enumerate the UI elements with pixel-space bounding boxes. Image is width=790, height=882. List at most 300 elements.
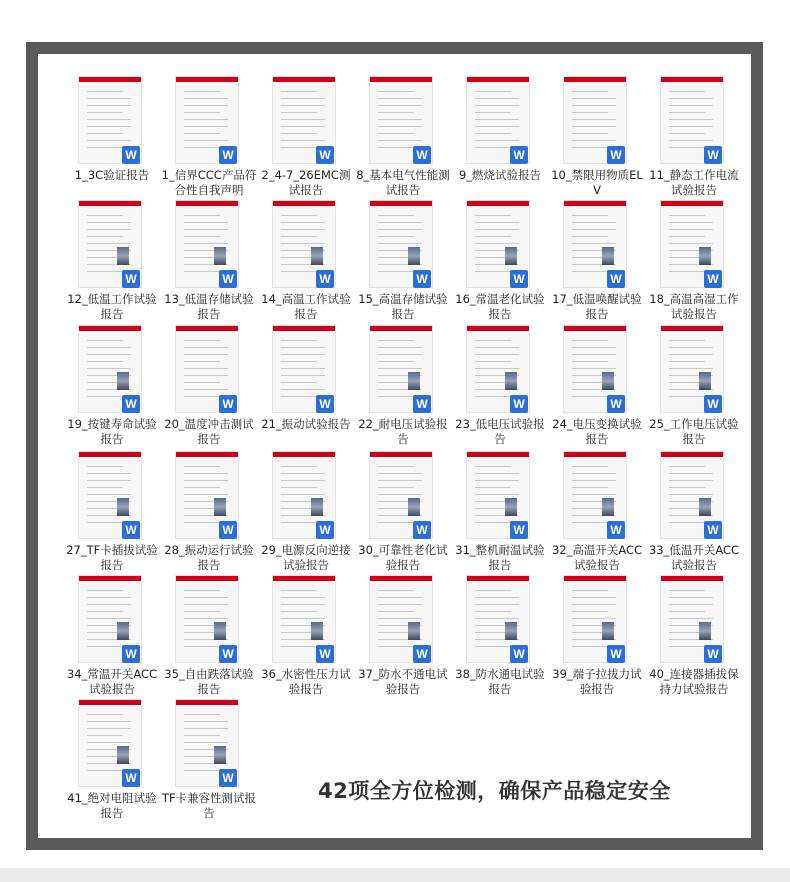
file-item[interactable]: [64, 200, 160, 326]
word-icon: W: [510, 270, 528, 288]
text-line: [184, 721, 228, 722]
text-line: [572, 611, 608, 612]
photo-thumbnail: [408, 372, 420, 390]
text-line: [378, 487, 414, 488]
file-item[interactable]: [355, 200, 451, 326]
text-line: [669, 119, 713, 120]
pdf-header-bar: [79, 700, 141, 705]
text-line: [281, 487, 317, 488]
text-line: [184, 215, 220, 216]
text-line: [572, 126, 616, 127]
file-label: 1_3C验证报告: [74, 168, 150, 182]
text-line: [281, 604, 325, 605]
file-item[interactable]: [646, 451, 742, 577]
photo-thumbnail: [214, 498, 226, 516]
text-line: [184, 368, 228, 369]
text-line: [87, 119, 131, 120]
file-grid: [38, 54, 751, 838]
file-label: 35_自由跌落试验报告: [164, 667, 254, 696]
file-item[interactable]: [355, 575, 451, 701]
photo-thumbnail: [505, 498, 517, 516]
text-line: [281, 126, 325, 127]
text-line: [669, 361, 705, 362]
file-label: 19_按键寿命试验报告: [67, 417, 157, 446]
text-line: [572, 98, 616, 99]
text-line: [281, 140, 325, 141]
file-item[interactable]: [64, 325, 160, 451]
text-line: [669, 466, 705, 467]
file-item[interactable]: [161, 699, 257, 825]
text-line: [87, 243, 131, 244]
file-label: 31_整机耐温试验报告: [455, 543, 545, 572]
text-line: [87, 494, 131, 495]
pdf-header-bar: [370, 201, 432, 206]
text-line: [378, 597, 422, 598]
file-item[interactable]: [64, 451, 160, 577]
text-line: [378, 105, 422, 106]
text-line: [378, 222, 422, 223]
text-line: [87, 133, 123, 134]
photo-thumbnail: [408, 498, 420, 516]
file-item[interactable]: [161, 76, 257, 202]
text-line: [281, 133, 317, 134]
text-line: [378, 133, 414, 134]
text-line: [281, 243, 325, 244]
text-line: [281, 618, 325, 619]
file-item[interactable]: [258, 575, 354, 701]
file-label: 9_燃烧试验报告: [458, 168, 542, 182]
text-line: [184, 480, 228, 481]
text-line: [669, 140, 713, 141]
file-label: 23_低电压试验报告: [455, 417, 545, 446]
word-icon: W: [510, 645, 528, 663]
file-item[interactable]: [549, 451, 645, 577]
text-line: [87, 611, 123, 612]
text-line: [378, 91, 414, 92]
text-line: [281, 368, 325, 369]
pdf-header-bar: [661, 326, 723, 331]
text-line: [572, 354, 616, 355]
text-line: [87, 126, 131, 127]
text-line: [184, 466, 220, 467]
text-line: [378, 340, 414, 341]
text-line: [87, 735, 123, 736]
text-line: [669, 618, 713, 619]
text-line: [87, 714, 123, 715]
text-line: [184, 98, 228, 99]
text-line: [475, 361, 511, 362]
text-line: [669, 215, 705, 216]
text-line: [669, 494, 713, 495]
photo-thumbnail: [699, 372, 711, 390]
file-item[interactable]: [549, 325, 645, 451]
file-item[interactable]: [549, 76, 645, 202]
text-line: [184, 375, 228, 376]
photo-thumbnail: [408, 622, 420, 640]
pdf-header-bar: [273, 77, 335, 82]
file-label: 12_低温工作试验报告: [67, 292, 157, 321]
word-icon: W: [607, 521, 625, 539]
file-label: 13_低温存储试验报告: [164, 292, 254, 321]
text-line: [475, 618, 519, 619]
file-label: TF卡兼容性测试报告: [161, 791, 257, 820]
pdf-header-bar: [467, 452, 529, 457]
text-line: [572, 140, 616, 141]
text-line: [669, 480, 713, 481]
word-icon: W: [219, 395, 237, 413]
photo-thumbnail: [699, 622, 711, 640]
file-item[interactable]: [64, 76, 160, 202]
text-line: [281, 105, 325, 106]
file-item[interactable]: [452, 575, 548, 701]
text-line: [475, 105, 519, 106]
word-icon: W: [316, 521, 334, 539]
word-icon: W: [122, 395, 140, 413]
text-line: [184, 140, 228, 141]
file-label: 15_高温存储试验报告: [358, 292, 448, 321]
text-line: [184, 611, 220, 612]
text-line: [378, 618, 422, 619]
text-line: [184, 236, 220, 237]
text-line: [475, 215, 511, 216]
pdf-header-bar: [564, 452, 626, 457]
text-line: [669, 604, 713, 605]
text-line: [572, 597, 616, 598]
text-line: [87, 604, 131, 605]
word-icon: W: [122, 146, 140, 164]
text-line: [184, 229, 228, 230]
text-line: [572, 494, 616, 495]
text-line: [184, 119, 228, 120]
text-line: [669, 354, 713, 355]
text-line: [87, 618, 131, 619]
text-line: [669, 98, 713, 99]
file-label: 22_耐电压试验报告: [358, 417, 448, 446]
word-icon: W: [413, 521, 431, 539]
text-line: [378, 347, 422, 348]
text-line: [572, 368, 616, 369]
file-label: 25_工作电压试验报告: [649, 417, 739, 446]
text-line: [281, 375, 325, 376]
word-icon: W: [413, 146, 431, 164]
text-line: [475, 473, 519, 474]
pdf-header-bar: [176, 201, 238, 206]
file-item[interactable]: [452, 76, 548, 202]
text-line: [378, 473, 422, 474]
text-line: [87, 222, 131, 223]
pdf-header-bar: [176, 700, 238, 705]
text-line: [475, 236, 511, 237]
pdf-header-bar: [79, 326, 141, 331]
text-line: [378, 354, 422, 355]
text-line: [669, 473, 713, 474]
word-icon: W: [219, 270, 237, 288]
text-line: [475, 604, 519, 605]
text-line: [475, 597, 519, 598]
text-line: [281, 480, 325, 481]
text-line: [87, 487, 123, 488]
file-label: 21_振动试验报告: [261, 417, 351, 431]
pdf-header-bar: [370, 576, 432, 581]
text-line: [87, 480, 131, 481]
text-line: [281, 119, 325, 120]
text-line: [475, 222, 519, 223]
word-icon: W: [607, 645, 625, 663]
text-line: [281, 597, 325, 598]
text-line: [184, 126, 228, 127]
file-label: 16_常温老化试验报告: [455, 292, 545, 321]
file-item[interactable]: [549, 575, 645, 701]
file-label: 18_高温高湿工作试验报告: [649, 292, 739, 321]
text-line: [281, 222, 325, 223]
photo-thumbnail: [311, 622, 323, 640]
word-icon: W: [704, 270, 722, 288]
file-item[interactable]: [452, 325, 548, 451]
text-line: [475, 340, 511, 341]
photo-thumbnail: [117, 622, 129, 640]
file-item[interactable]: [258, 325, 354, 451]
text-line: [669, 229, 713, 230]
file-item[interactable]: [646, 575, 742, 701]
pdf-header-bar: [79, 576, 141, 581]
text-line: [572, 91, 608, 92]
text-line: [572, 604, 616, 605]
text-line: [281, 340, 317, 341]
text-line: [184, 714, 220, 715]
word-icon: W: [704, 521, 722, 539]
text-line: [475, 487, 511, 488]
text-line: [87, 105, 131, 106]
pdf-header-bar: [564, 576, 626, 581]
text-line: [572, 243, 616, 244]
file-label: 30_可靠性老化试验报告: [358, 543, 448, 572]
file-label: 38_防水通电试验报告: [455, 667, 545, 696]
text-line: [378, 112, 414, 113]
text-line: [87, 361, 123, 362]
file-label: 36_水密性压力试验报告: [261, 667, 351, 696]
text-line: [572, 487, 608, 488]
file-item[interactable]: [355, 76, 451, 202]
bottom-strip: [0, 868, 790, 882]
text-line: [184, 604, 228, 605]
file-label: 2_4-7_26EMC测试报告: [261, 168, 351, 197]
text-line: [87, 354, 131, 355]
file-item[interactable]: [161, 451, 257, 577]
file-item[interactable]: [355, 325, 451, 451]
text-line: [572, 105, 616, 106]
text-line: [475, 98, 519, 99]
pdf-header-bar: [370, 452, 432, 457]
text-line: [87, 340, 123, 341]
file-label: 40_连接器插拔保持力试验报告: [649, 667, 739, 696]
file-item[interactable]: [549, 200, 645, 326]
file-item[interactable]: [258, 200, 354, 326]
word-icon: W: [122, 521, 140, 539]
file-item[interactable]: [258, 76, 354, 202]
file-item[interactable]: [355, 451, 451, 577]
photo-thumbnail: [214, 247, 226, 265]
text-line: [378, 126, 422, 127]
text-line: [87, 347, 131, 348]
text-line: [281, 494, 325, 495]
text-line: [184, 742, 228, 743]
text-line: [281, 466, 317, 467]
text-line: [669, 222, 713, 223]
text-line: [572, 480, 616, 481]
photo-thumbnail: [505, 247, 517, 265]
pdf-header-bar: [273, 326, 335, 331]
text-line: [87, 721, 131, 722]
file-item[interactable]: [646, 200, 742, 326]
text-line: [184, 243, 228, 244]
word-icon: W: [607, 270, 625, 288]
text-line: [475, 347, 519, 348]
text-line: [669, 105, 713, 106]
text-line: [475, 243, 519, 244]
word-icon: W: [413, 395, 431, 413]
text-line: [184, 105, 228, 106]
pdf-header-bar: [564, 201, 626, 206]
text-line: [669, 340, 705, 341]
pdf-header-bar: [467, 326, 529, 331]
text-line: [669, 611, 705, 612]
text-line: [475, 368, 519, 369]
photo-thumbnail: [505, 622, 517, 640]
photo-thumbnail: [505, 372, 517, 390]
text-line: [572, 236, 608, 237]
pdf-header-bar: [661, 201, 723, 206]
text-line: [572, 466, 608, 467]
file-label: 37_防水不通电试验报告: [358, 667, 448, 696]
text-line: [475, 480, 519, 481]
text-line: [184, 340, 220, 341]
file-item[interactable]: [161, 575, 257, 701]
pdf-header-bar: [176, 452, 238, 457]
text-line: [87, 473, 131, 474]
text-line: [184, 112, 220, 113]
word-icon: W: [607, 395, 625, 413]
text-line: [378, 215, 414, 216]
pdf-header-bar: [467, 201, 529, 206]
text-line: [572, 119, 616, 120]
text-line: [378, 480, 422, 481]
file-item[interactable]: [64, 699, 160, 825]
text-line: [475, 133, 511, 134]
file-label: 10_禁限用物质ELV: [551, 168, 643, 197]
file-item[interactable]: [646, 76, 742, 202]
text-line: [184, 354, 228, 355]
photo-thumbnail: [117, 247, 129, 265]
text-line: [184, 494, 228, 495]
photo-thumbnail: [117, 372, 129, 390]
file-label: 39_端子拉拔力试验报告: [552, 667, 642, 696]
pdf-header-bar: [467, 77, 529, 82]
text-line: [378, 361, 414, 362]
text-line: [572, 112, 608, 113]
text-line: [669, 126, 713, 127]
word-icon: W: [219, 769, 237, 787]
text-line: [669, 91, 705, 92]
word-icon: W: [413, 645, 431, 663]
file-label: 28_振动运行试验报告: [164, 543, 254, 572]
text-line: [281, 361, 317, 362]
text-line: [184, 382, 220, 383]
word-icon: W: [219, 521, 237, 539]
photo-thumbnail: [117, 746, 129, 764]
word-icon: W: [219, 645, 237, 663]
text-line: [281, 611, 317, 612]
pdf-header-bar: [176, 77, 238, 82]
file-label: 11_静态工作电流试验报告: [649, 168, 739, 197]
word-icon: W: [704, 395, 722, 413]
file-label: 20_温度冲击测试报告: [164, 417, 254, 446]
text-line: [184, 473, 228, 474]
pdf-header-bar: [273, 576, 335, 581]
word-icon: W: [316, 645, 334, 663]
text-line: [572, 229, 616, 230]
file-item[interactable]: [646, 325, 742, 451]
file-label: 29_电源反向逆接试验报告: [261, 543, 351, 572]
text-line: [669, 590, 705, 591]
text-line: [669, 597, 713, 598]
file-label: 27_TF卡插拔试验报告: [66, 543, 158, 572]
word-icon: W: [122, 769, 140, 787]
file-item[interactable]: [64, 575, 160, 701]
text-line: [669, 368, 713, 369]
text-line: [378, 98, 422, 99]
text-line: [87, 590, 123, 591]
text-line: [87, 98, 131, 99]
file-label: 34_常温开关ACC试验报告: [66, 667, 158, 696]
pdf-header-bar: [467, 576, 529, 581]
pdf-header-bar: [273, 201, 335, 206]
file-item[interactable]: [452, 451, 548, 577]
text-line: [184, 728, 228, 729]
text-line: [378, 604, 422, 605]
word-icon: W: [607, 146, 625, 164]
text-line: [184, 735, 220, 736]
photo-thumbnail: [214, 622, 226, 640]
text-line: [281, 389, 325, 390]
pdf-header-bar: [79, 452, 141, 457]
file-item[interactable]: [161, 200, 257, 326]
photo-thumbnail: [602, 622, 614, 640]
word-icon: W: [316, 270, 334, 288]
word-icon: W: [316, 146, 334, 164]
file-label: 32_高温开关ACC试验报告: [551, 543, 643, 572]
photo-thumbnail: [699, 498, 711, 516]
pdf-header-bar: [564, 77, 626, 82]
text-line: [281, 236, 317, 237]
text-line: [378, 229, 422, 230]
file-item[interactable]: [161, 325, 257, 451]
text-line: [475, 590, 511, 591]
pdf-header-bar: [79, 77, 141, 82]
word-icon: W: [510, 146, 528, 164]
file-item[interactable]: [452, 200, 548, 326]
file-item[interactable]: [258, 451, 354, 577]
text-line: [87, 728, 131, 729]
text-line: [572, 222, 616, 223]
text-line: [281, 473, 325, 474]
text-line: [281, 112, 317, 113]
text-line: [281, 347, 325, 348]
text-line: [669, 487, 705, 488]
text-line: [184, 597, 228, 598]
text-line: [87, 597, 131, 598]
text-line: [378, 140, 422, 141]
file-panel: [38, 54, 751, 838]
